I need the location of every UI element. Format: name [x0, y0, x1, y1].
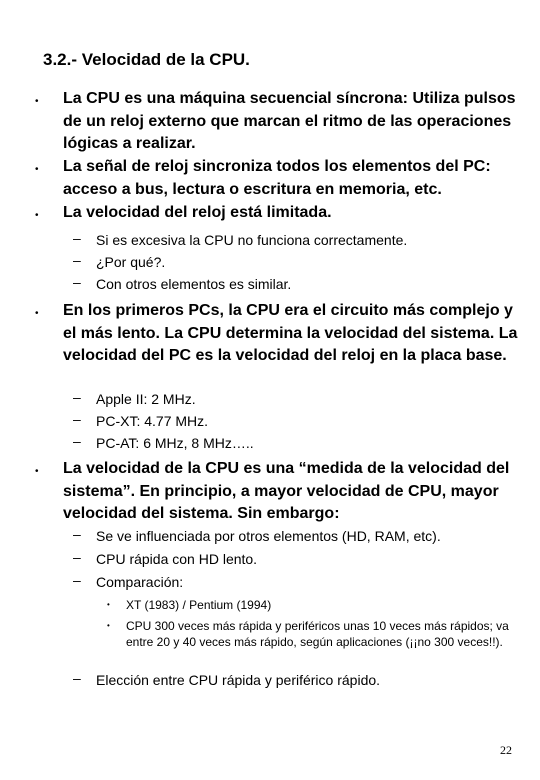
sub-sub-list-item: CPU 300 veces más rápida y periféricos unas 10 veces más rápidos; va entre 20 y 40 veces más rápido, según aplicaciones (¡¡no 300 veces!!).: [126, 619, 509, 650]
sub-list-item: CPU rápida con HD lento.: [96, 551, 258, 567]
bullet-icon: •: [35, 308, 39, 319]
list-item: La velocidad del reloj está limitada.: [63, 204, 332, 221]
sub-list-item: Elección entre CPU rápida y periférico rápido.: [96, 672, 381, 688]
sub-sub-list-item: XT (1983) / Pentium (1994): [126, 598, 272, 612]
page-number: 22: [500, 743, 512, 757]
bullet-icon: •: [107, 621, 110, 630]
sub-list-item: Con otros elementos es similar.: [96, 276, 292, 292]
sub-list-item: Apple II: 2 MHz.: [96, 391, 196, 407]
list-item: En los primeros PCs, la CPU era el circuito más complejo y el más lento. La CPU determina la velocidad del sistema. La velocidad del PC es la velocidad del reloj en la placa base.: [63, 302, 518, 365]
list-item: La señal de reloj sincroniza todos los elementos del PC: acceso a bus, lectura o escritura en memoria, etc.: [63, 158, 491, 198]
dash-icon: –: [73, 389, 81, 405]
dash-icon: –: [73, 526, 81, 542]
list-item: La CPU es una máquina secuencial síncrona: Utiliza pulsos de un reloj externo que marcan el ritmo de las operaciones lógicas a realizar.: [63, 90, 516, 153]
dash-icon: –: [73, 670, 81, 686]
sub-list-item: ¿Por qué?.: [96, 254, 166, 270]
bullet-icon: •: [35, 96, 39, 107]
dash-icon: –: [73, 433, 81, 449]
sub-list-item: Se ve influenciada por otros elementos (HD, RAM, etc).: [96, 528, 441, 544]
sub-list-item: Comparación:: [96, 574, 184, 590]
dash-icon: –: [73, 274, 81, 290]
bullet-icon: •: [35, 210, 39, 221]
sub-list-item: PC-XT: 4.77 MHz.: [96, 413, 209, 429]
dash-icon: –: [73, 549, 81, 565]
dash-icon: –: [73, 572, 81, 588]
dash-icon: –: [73, 230, 81, 246]
dash-icon: –: [73, 411, 81, 427]
sub-list-item: Si es excesiva la CPU no funciona correctamente.: [96, 232, 408, 248]
bullet-icon: •: [35, 164, 39, 175]
list-item: La velocidad de la CPU es una “medida de la velocidad del sistema”. En principio, a mayor velocidad de CPU, mayor velocidad del sistema. Sin embargo:: [63, 460, 510, 523]
sub-list-item: PC-AT: 6 MHz, 8 MHz…..: [96, 435, 254, 451]
dash-icon: –: [73, 252, 81, 268]
page-title: 3.2.- Velocidad de la CPU.: [43, 50, 250, 69]
bullet-icon: •: [107, 600, 110, 609]
bullet-icon: •: [35, 466, 39, 477]
